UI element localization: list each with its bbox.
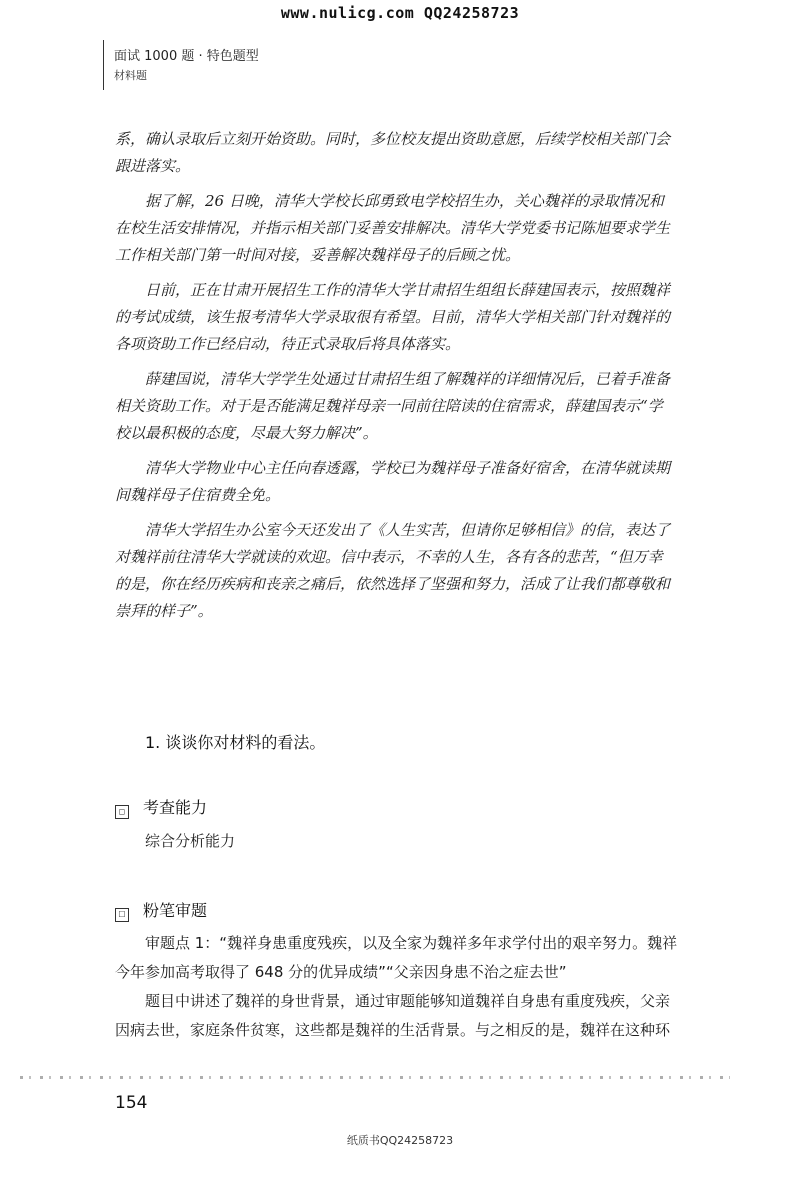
paragraph — [115, 188, 735, 269]
paragraph — [115, 277, 735, 358]
section-icon: ◻ — [115, 805, 129, 819]
paragraph-line: 日前，正在甘肃开展招生工作的清华大学甘肃招生组组长薛建国表示，按照魏祥 — [145, 281, 671, 299]
paragraph — [115, 366, 735, 447]
question-title: 1. 谈谈你对材料的看法。 — [145, 733, 326, 752]
paragraph — [115, 517, 735, 625]
paragraph-line: 跟进落实。 — [115, 157, 191, 175]
ability-heading — [115, 795, 207, 819]
footer-watermark: 纸质书QQ24258723 — [346, 1134, 454, 1147]
analysis-body — [115, 929, 735, 1045]
paragraph-line: 对魏祥前往清华大学就读的欢迎。信中表示，不幸的人生，各有各的悲苦，“但万幸 — [115, 548, 663, 566]
analysis-line: 题目中讲述了魏祥的身世背景，通过审题能够知道魏祥自身患有重度残疾，父亲 — [145, 992, 671, 1010]
header-divider — [103, 40, 104, 90]
paragraph-line: 清华大学招生办公室今天还发出了《人生实苦，但请你足够相信》的信，表达了 — [145, 521, 671, 539]
paragraph-line: 各项资助工作已经启动，待正式录取后将具体落实。 — [115, 335, 461, 353]
analysis-line: 今年参加高考取得了 648 分的优异成绩”“父亲因身患不治之症去世” — [115, 963, 567, 981]
ability-text: 综合分析能力 — [145, 832, 236, 850]
analysis-line: 因病去世，家庭条件贫寒，这些都是魏祥的生活背景。与之相反的是，魏祥在这种环 — [115, 1021, 671, 1039]
scan-noise-line — [20, 1076, 730, 1079]
analysis-line: 审题点 1：“魏祥身患重度残疾，以及全家为魏祥多年求学付出的艰辛努力。魏祥 — [145, 934, 678, 952]
analysis-heading — [115, 898, 207, 922]
watermark-top: www.nulicg.com QQ24258723 — [280, 4, 520, 22]
paragraph — [115, 455, 735, 509]
analysis-heading-label: 粉笔审题 — [143, 901, 208, 920]
paragraph-line: 间魏祥母子住宿费全免。 — [115, 486, 281, 504]
paragraph-line: 在校生活安排情况，并指示相关部门妥善安排解决。清华大学党委书记陈旭要求学生 — [115, 219, 671, 237]
paragraph-line: 崇拜的样子”。 — [115, 602, 213, 620]
paragraph-line: 校以最积极的态度，尽最大努力解决”。 — [115, 424, 378, 442]
material-body — [115, 126, 735, 625]
paragraph-line: 相关资助工作。对于是否能满足魏祥母亲一同前往陪读的住宿需求，薛建国表示“学 — [115, 397, 663, 415]
book-title: 面试 1000 题 · 特色题型 — [114, 49, 259, 64]
ability-heading-label: 考查能力 — [143, 798, 208, 817]
paragraph-line: 的是，你在经历疾病和丧亲之痛后，依然选择了坚强和努力，活成了让我们都尊敬和 — [115, 575, 671, 593]
paragraph-line: 系，确认录取后立刻开始资助。同时，多位校友提出资助意愿，后续学校相关部门会 — [115, 130, 671, 148]
paragraph-line: 薛建国说，清华大学学生处通过甘肃招生组了解魏祥的详细情况后，已着手准备 — [145, 370, 671, 388]
paragraph-line: 据了解，26 日晚，清华大学校长邱勇致电学校招生办，关心魏祥的录取情况和 — [145, 192, 664, 210]
paragraph — [115, 126, 735, 180]
paragraph-line: 工作相关部门第一时间对接，妥善解决魏祥母子的后顾之忧。 — [115, 246, 521, 264]
paragraph-line: 清华大学物业中心主任向春透露，学校已为魏祥母子准备好宿舍，在清华就读期 — [145, 459, 671, 477]
page-number: 154 — [115, 1093, 148, 1113]
paragraph-line: 的考试成绩，该生报考清华大学录取很有希望。目前，清华大学相关部门针对魏祥的 — [115, 308, 671, 326]
section-icon: ☐ — [115, 908, 129, 922]
chapter-subtitle: 材料题 — [114, 69, 147, 82]
